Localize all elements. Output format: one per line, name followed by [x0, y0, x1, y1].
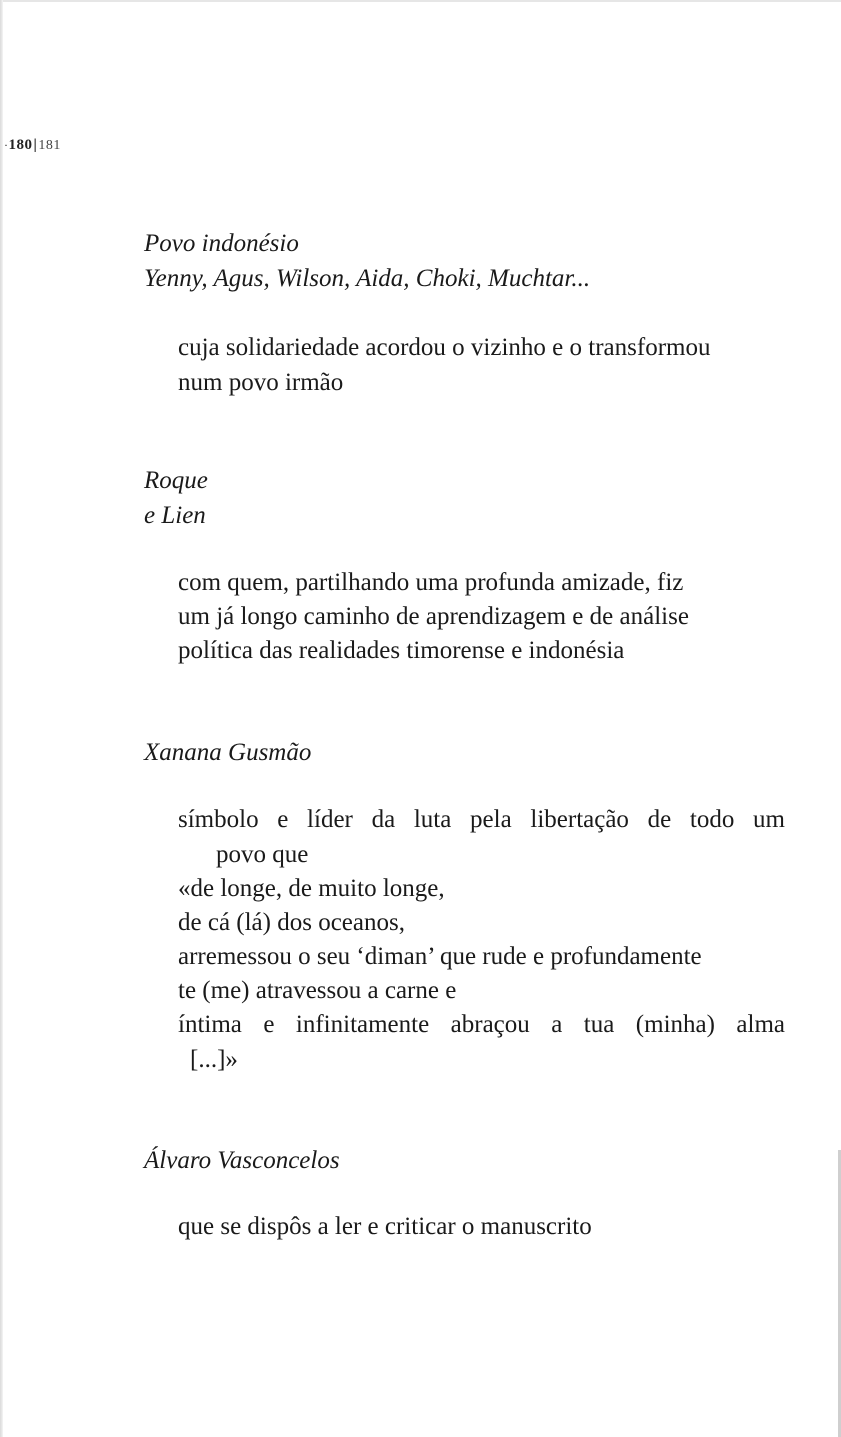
dedication-text: com quem, partilhando uma profunda amizade, fiz — [178, 569, 684, 596]
quoted-verse: [...]» — [190, 1046, 238, 1073]
quoted-verse: «de longe, de muito longe, — [178, 875, 445, 902]
folio-separator: | — [33, 137, 38, 153]
folio-dot: · — [4, 138, 9, 152]
quoted-verse: íntima e infinitamente abraçou a tua (minha) alma — [178, 1011, 785, 1038]
dedication-text: política das realidades timorense e indonésia — [178, 637, 625, 664]
dedication-text: num povo irmão — [178, 369, 344, 396]
page-top-edge — [0, 0, 841, 2]
quoted-verse: te (me) atravessou a carne e — [178, 977, 457, 1004]
dedicatee-name: Povo indonésio — [144, 230, 299, 257]
dedicatee-name: Álvaro Vasconcelos — [144, 1147, 340, 1174]
dedicatee-name: Roque — [144, 467, 208, 494]
page-gutter-edge — [0, 0, 3, 1437]
current-page-number: 180 — [8, 137, 33, 153]
dedicatee-name: Yenny, Agus, Wilson, Aida, Choki, Muchtar... — [144, 265, 591, 292]
dedication-text: um já longo caminho de aprendizagem e de análise — [178, 603, 689, 630]
dedication-text: povo que — [216, 841, 309, 868]
quoted-verse: arremessou o seu ‘diman’ que rude e profundamente — [178, 943, 702, 970]
dedication-text: que se dispôs a ler e criticar o manuscrito — [178, 1213, 592, 1240]
quoted-verse: de cá (lá) dos oceanos, — [178, 909, 405, 936]
next-page-number: 181 — [38, 138, 61, 153]
dedicatee-name: e Lien — [144, 502, 206, 529]
dedication-text: símbolo e líder da luta pela libertação de todo um — [178, 806, 785, 833]
page-number — [4, 136, 61, 155]
dedication-text: cuja solidariedade acordou o vizinho e o transformou — [178, 334, 711, 361]
dedicatee-name: Xanana Gusmão — [144, 739, 312, 766]
